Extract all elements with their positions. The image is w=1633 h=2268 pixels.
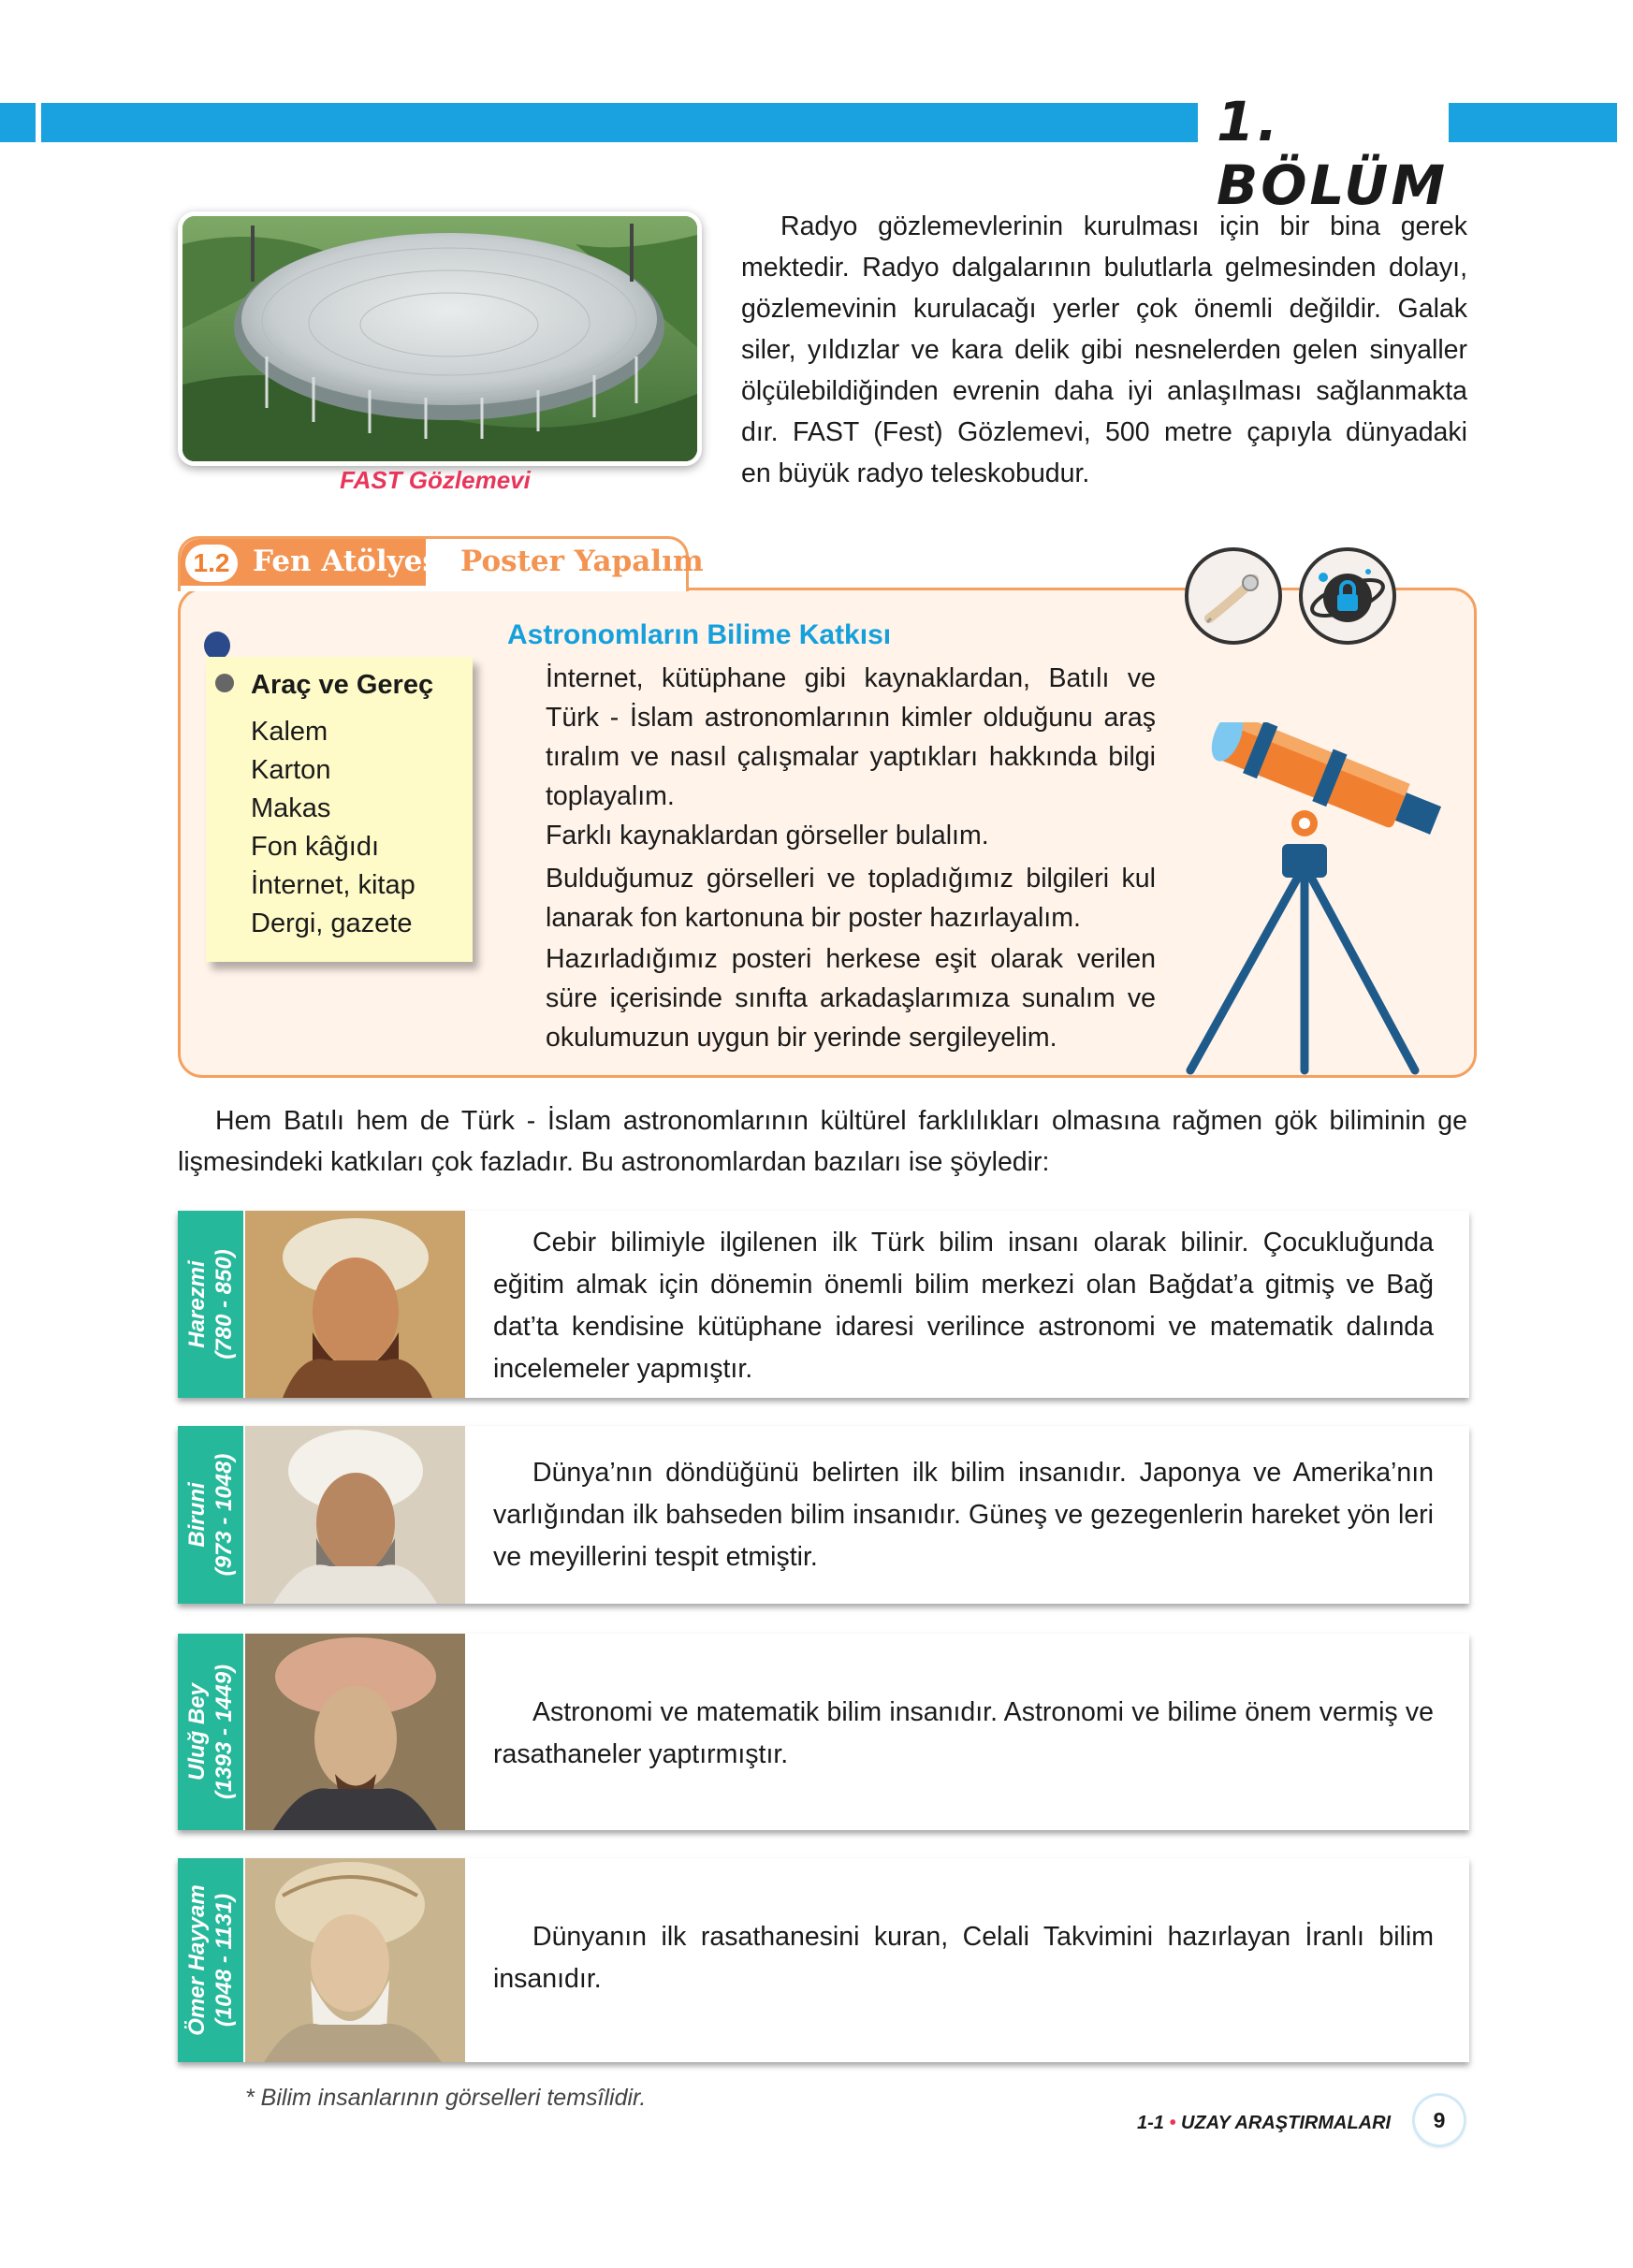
page-number: 9 [1415,2096,1464,2144]
intro-line: dır. FAST (Fest) Gözlemevi, 500 metre çapıyla dünyadaki [741,417,1467,447]
footer-dot: • [1169,2113,1176,2133]
telescope-illustration [1181,722,1462,1083]
scientist-text: Astronomi ve matematik bilim insanıdır. Astronomi ve bilime önem vermiş ve rasathaneler yaptırmıştır. [493,1697,1434,1769]
scientist-label [178,1426,243,1604]
material-item: İnternet, kitap [251,870,416,900]
materials-list [251,713,416,943]
scientist-label [178,1858,243,2062]
footer-unit: 1-1 [1137,2113,1164,2133]
scientist-card [178,1858,1469,2062]
scientist-portrait [245,1426,465,1604]
workshop-heading: Astronomların Bilime Katkısı [507,619,892,650]
fast-observatory-photo [178,211,702,466]
material-item: Fon kâğıdı [251,832,380,862]
photo-caption: FAST Gözlemevi [340,466,531,494]
scientist-portrait [245,1858,465,2062]
intro-paragraph [741,206,1467,494]
material-item: Dergi, gazete [251,909,413,938]
scientist-label [178,1634,243,1830]
scientist-text: Dünya’nın döndüğünü belirten ilk bilim insanıdır. Japonya ve Amerika’nın varlığından ilk bahseden bilim insanıdır. Güneş ve gezegenlerin hareket yön leri ve meyillerini tespit etmiştir. [493,1458,1434,1572]
workshop-paragraph: Bulduğumuz görselleri ve topladığımız bilgileri kul lanarak fon kartonuna bir poster hazırlayalım. [546,864,1156,933]
scientist-text: Cebir bilimiyle ilgilenen ilk Türk bilim insanı olarak bilinir. Çocukluğunda eğitim almak için dönemin önemli bilim merkezi olan Bağdat’a gitmiş ve Bağ dat’ta kendisine kütüphane idaresi verilince astronomi ve matematik dalında incelemeler yapmıştır. [493,1228,1434,1384]
header-band-right [1449,103,1617,142]
scientist-portrait [245,1211,465,1398]
scientist-name: Ömer Hayyam [184,1884,210,2036]
material-item: Kalem [251,717,328,747]
chapter-title: 1. BÖLÜM [1217,90,1449,217]
body-intro: Hem Batılı hem de Türk - İslam astronomlarının kültürel farklılıkları olmasına rağmen gök biliminin ge lişmesindeki katkıları çok fazladır. Bu astronomlardan bazıları ise şöyledir: [178,1106,1467,1177]
scissors-icon [1185,547,1282,645]
footer-section: UZAY ARAŞTIRMALARI [1181,2113,1392,2133]
workshop-number: 1.2 [185,545,238,582]
intro-line: en büyük radyo teleskobudur. [741,458,1090,488]
header-band [41,103,1198,142]
scientist-card [178,1211,1469,1398]
workshop-paragraph: Farklı kaynaklardan görseller bulalım. [546,821,989,850]
scientist-name: Harezmi [184,1260,210,1348]
material-item: Karton [251,755,331,785]
scientist-portrait [245,1634,465,1830]
pin-hole [215,674,234,692]
scientist-years: (780 - 850) [211,1249,237,1359]
lock-globe-icon [1299,547,1396,645]
workshop-title: Fen Atölyesi [253,545,450,578]
material-item: Makas [251,793,331,823]
scientist-name: Uluğ Bey [184,1683,210,1781]
footer-label [1137,2113,1391,2134]
scientist-text: Dünyanın ilk rasathanesini kuran, Celali Takvimini hazırlayan İranlı bilim insanıdır. [493,1922,1434,1994]
scientist-years: (1048 - 1131) [211,1893,237,2028]
intro-line: gözlemevinin kurulacağı yerler çok önemli değildir. Galak [741,294,1467,324]
header-band-left [0,103,36,142]
materials-note [206,657,473,962]
intro-line: siler, yıldızlar ve kara delik gibi nesnelerden gelen sinyaller [741,335,1467,365]
scientist-years: (1393 - 1449) [211,1664,237,1800]
scientist-card [178,1634,1469,1830]
workshop-paragraph: İnternet, kütüphane gibi kaynaklardan, Batılı ve Türk - İslam astronomlarının kimler olduğunu araş tıralım ve nasıl çalışmalar yaptıkları hakkında bilgi toplayalım. [546,663,1156,811]
scientist-name: Biruni [184,1482,210,1548]
footnote: * Bilim insanlarının görselleri temsîlidir. [245,2085,647,2111]
intro-line: ölçülebildiğinden evrenin daha iyi anlaşılması sağlanmakta [741,376,1467,406]
scientist-label [178,1211,243,1398]
workshop-paragraph: Hazırladığımız posteri herkese eşit olarak verilen süre içerisinde sınıfta arkadaşlarımıza sunalım ve okulumuzun uygun bir yerinde sergileyelim. [546,944,1156,1053]
intro-line: mektedir. Radyo dalgalarının bulutlarla gelmesinden dolayı, [741,253,1467,283]
materials-title: Araç ve Gereç [251,670,434,700]
workshop-subtitle: Poster Yapalım [460,545,704,578]
intro-line: Radyo gözlemevlerinin kurulması için bir bina gerek [780,211,1467,241]
scientist-years: (973 - 1048) [211,1453,237,1577]
scientist-card [178,1426,1469,1604]
